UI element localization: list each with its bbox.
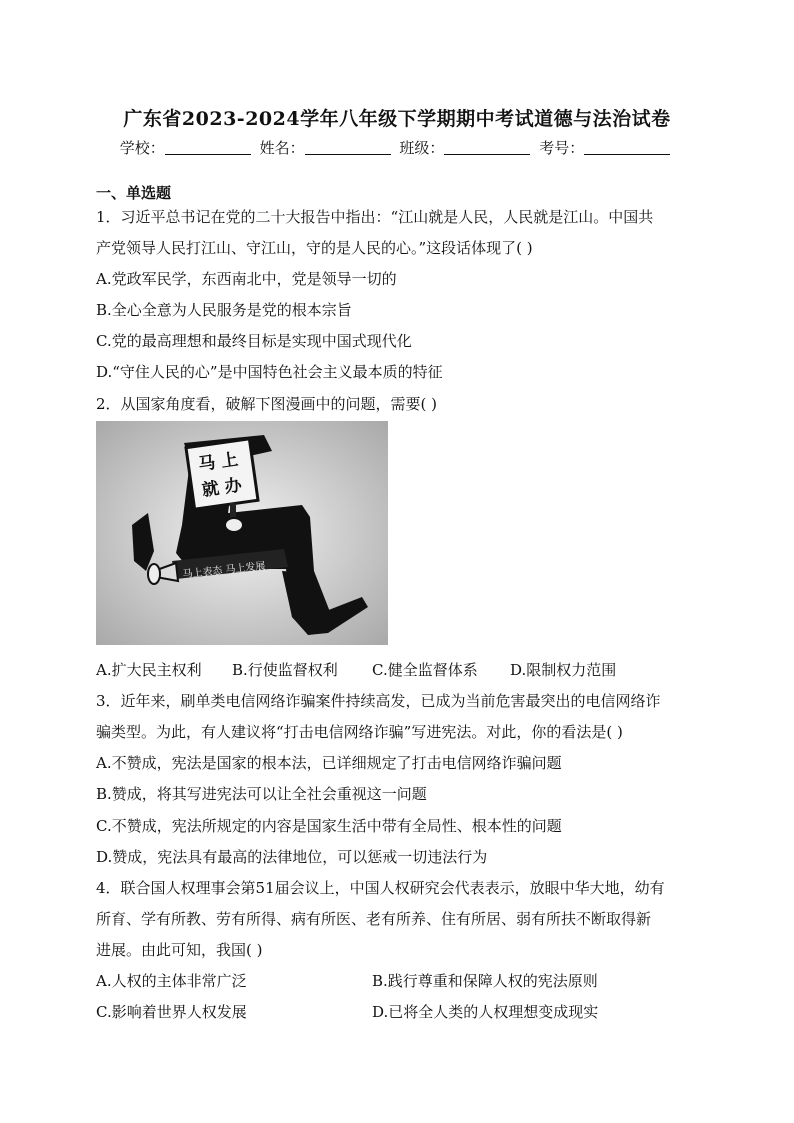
sign-text-bottom: 就 办 xyxy=(200,475,244,501)
exam-title: 广东省2023-2024学年八年级下学期期中考试道德与法治试卷 xyxy=(123,108,671,130)
q2-options xyxy=(96,659,616,680)
q3-stem-line1: 3．近年来，刷单类电信网络诈骗案件持续高发，已成为当前危害最突出的电信网络诈 xyxy=(96,692,661,710)
school-label: 学校： xyxy=(119,139,165,157)
q1-option-d: D.“守住人民的心”是中国特色社会主义最本质的特征 xyxy=(96,363,443,381)
q3-stem-line2: 骗类型。为此，有人建议将“打击电信网络诈骗”写进宪法。对此，你的看法是( ) xyxy=(96,723,623,741)
sign-text-top: 马 上 xyxy=(197,449,240,476)
school-blank xyxy=(165,139,251,155)
name-blank xyxy=(305,139,391,155)
q2-option-d: D.限制权力范围 xyxy=(510,661,617,679)
q1-stem-line2: 产党领导人民打江山、守江山，守的是人民的心。”这段话体现了( ) xyxy=(96,239,533,257)
name-label: 姓名： xyxy=(259,139,305,157)
q4-option-b: B.践行尊重和保障人权的宪法原则 xyxy=(372,972,598,990)
q2-stem: 2．从国家角度看，破解下图漫画中的问题，需要( ) xyxy=(96,395,438,413)
student-info-row xyxy=(0,137,794,158)
q4-option-d: D.已将全人类的人权理想变成现实 xyxy=(372,1003,599,1021)
exam-number-label: 考号： xyxy=(539,139,585,157)
q1-option-c: C.党的最高理想和最终目标是实现中国式现代化 xyxy=(96,332,412,350)
q1-option-b: B.全心全意为人民服务是党的根本宗旨 xyxy=(96,301,352,319)
cartoon-illustration xyxy=(96,421,388,645)
q4-option-a: A.人权的主体非常广泛 xyxy=(96,972,247,990)
q2-option-a: A.扩大民主权利 xyxy=(96,661,202,679)
q3-option-c: C.不赞成，宪法所规定的内容是国家生活中带有全局性、根本性的问题 xyxy=(96,817,562,835)
q3-option-a: A.不赞成，宪法是国家的根本法，已详细规定了打击电信网络诈骗问题 xyxy=(96,754,562,772)
q4-stem-line3: 进展。由此可知，我国( ) xyxy=(96,941,263,959)
section-heading: 一、单选题 xyxy=(96,184,172,202)
q3-option-d: D.赞成，宪法具有最高的法律地位，可以惩戒一切违法行为 xyxy=(96,848,488,866)
q1-stem-line1: 1．习近平总书记在党的二十大报告中指出：“江山就是人民，人民就是江山。中国共 xyxy=(96,208,654,226)
q3-option-b: B.赞成，将其写进宪法可以让全社会重视这一问题 xyxy=(96,785,427,803)
q4-stem-line2: 所育、学有所教、劳有所得、病有所医、老有所养、住有所居、弱有所扶不断取得新 xyxy=(96,910,652,928)
q2-option-c: C.健全监督体系 xyxy=(372,661,478,679)
q2-option-b: B.行使监督权利 xyxy=(232,661,338,679)
banner-text: 马上表态 马上发展 xyxy=(182,560,267,581)
class-blank xyxy=(444,139,530,155)
q1-option-a: A.党政军民学，东西南北中，党是领导一切的 xyxy=(96,270,397,288)
q4-stem-line1: 4．联合国人权理事会第51届会议上，中国人权研究会代表表示，放眼中华大地，幼有 xyxy=(96,879,665,897)
exam-number-blank xyxy=(584,139,670,155)
class-label: 班级： xyxy=(399,139,445,157)
cartoon-image xyxy=(96,421,388,645)
q4-option-c: C.影响着世界人权发展 xyxy=(96,1003,247,1021)
